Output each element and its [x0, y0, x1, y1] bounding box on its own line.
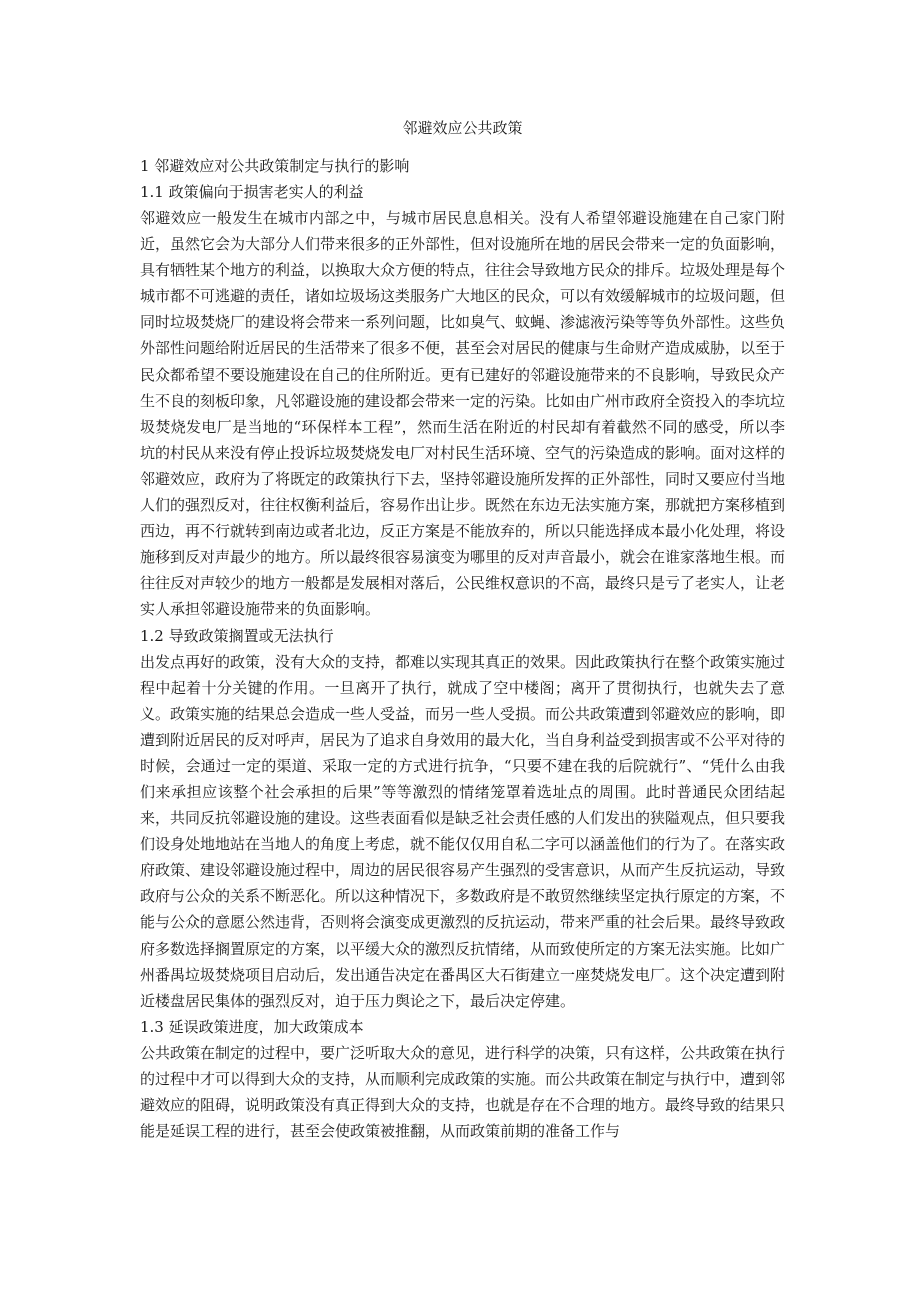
section-paragraph-1-3: 公共政策在制定的过程中，要广泛听取大众的意见，进行科学的决策，只有这样，公共政策在执行的过程中才可以得到大众的支持，从而顺利完成政策的实施。而公共政策在制定与执行中，遭到邻避效应的阻碍，说明政策没有真正得到大众的支持，也就是存在不合理的地方。最终导致的结果只能是延误工程的进行，甚至会使政策被推翻，从而政策前期的准备工作与 — [140, 1043, 786, 1141]
document-page — [140, 115, 785, 1144]
section-paragraph-1-2: 出发点再好的政策，没有大众的支持，都难以实现其真正的效果。因此政策执行在整个政策实施过程中起着十分关键的作用。一旦离开了执行，就成了空中楼阁；离开了贯彻执行，也就失去了意义。政策实施的结果总会造成一些人受益，而另一些人受损。而公共政策遭到邻避效应的影响，即遭到附近居民的反对呼声，居民为了追求自身效用的最大化，当自身利益受到损害或不公平对待的时候，会通过一定的渠道、采取一定的方式进行抗争，“只要不建在我的后院就行”、“凭什么由我们来承担应该整个社会承担的后果”等等激烈的情绪笼罩着选址点的周围。此时普通民众团结起来，共同反抗邻避设施的建设。这些表面看似是缺乏社会责任感的人们发出的狭隘观点，但只要我们设身处地地站在当地人的角度上考虑，就不能仅仅用自私二字可以涵盖他们的行为了。在落实政府政策、建设邻避设施过程中，周边的居民很容易产生强烈的受害意识，从而产生反抗运动，导致政府与公众的关系不断恶化。所以这种情况下，多数政府是不敢贸然继续坚定执行原定的方案，不能与公众的意愿公然违背，否则将会演变成更激烈的反抗运动，带来严重的社会后果。最终导致政府多数选择搁置原定的方案，以平缓大众的激烈反抗情绪，从而致使所定的方案无法实施。比如广州番禺垃圾焚烧项目启动后，发出通告决定在番禺区大石街建立一座焚烧发电厂。这个决定遭到附近楼盘居民集体的强烈反对，迫于压力舆论之下，最后决定停建。 — [140, 652, 786, 1010]
section-heading-1-3: 1.3 延误政策进度，加大政策成本 — [140, 1017, 364, 1036]
document-title: 邻避效应公共政策 — [402, 119, 523, 137]
section-paragraph-1-1: 邻避效应一般发生在城市内部之中，与城市居民息息相关。没有人希望邻避设施建在自己家门附近，虽然它会为大部分人们带来很多的正外部性，但对设施所在地的居民会带来一定的负面影响，具有牺牲某个地方的利益，以换取大众方便的特点，往往会导致地方民众的排斥。垃圾处理是每个城市都不可逃避的责任，诸如垃圾场这类服务广大地区的民众，可以有效缓解城市的垃圾问题，但同时垃圾焚烧厂的建设将会带来一系列问题，比如臭气、蚊蝇、渗滤液污染等等负外部性。这些负外部性问题给附近居民的生活带来了很多不便，甚至会对居民的健康与生命财产造成威胁，以至于民众都希望不要设施建设在自己的住所附近。更有已建好的邻避设施带来的不良影响，导致民众产生不良的刻板印象，凡邻避设施的建设都会带来一定的污染。比如由广州市政府全资投入的李坑垃圾焚烧发电厂是当地的“环保样本工程”，然而生活在附近的村民却有着截然不同的感受，所以李坑的村民从来没有停止投诉垃圾焚烧发电厂对村民生活环境、空气的污染造成的影响。面对这样的邻避效应，政府为了将既定的政策执行下去，坚持邻避设施所发挥的正外部性，同时又要应付当地人们的强烈反对，往往权衡利益后，容易作出让步。既然在东边无法实施方案，那就把方案移植到西边，再不行就转到南边或者北边，反正方案是不能放弃的，所以只能选择成本最小化处理，将设施移到反对声最少的地方。所以最终很容易演变为哪里的反对声音最小，就会在谁家落地生根。而往往反对声较少的地方一般都是发展相对落后，公民维权意识的不高，最终只是亏了老实人，让老实人承担邻避设施带来的负面影响。 — [140, 209, 786, 619]
section-heading-1-1: 1.1 政策偏向于损害老实人的利益 — [140, 183, 364, 201]
section-heading-1-2: 1.2 导致政策搁置或无法执行 — [140, 626, 334, 645]
section-heading-1: 1 邻避效应对公共政策制定与执行的影响 — [140, 157, 410, 175]
